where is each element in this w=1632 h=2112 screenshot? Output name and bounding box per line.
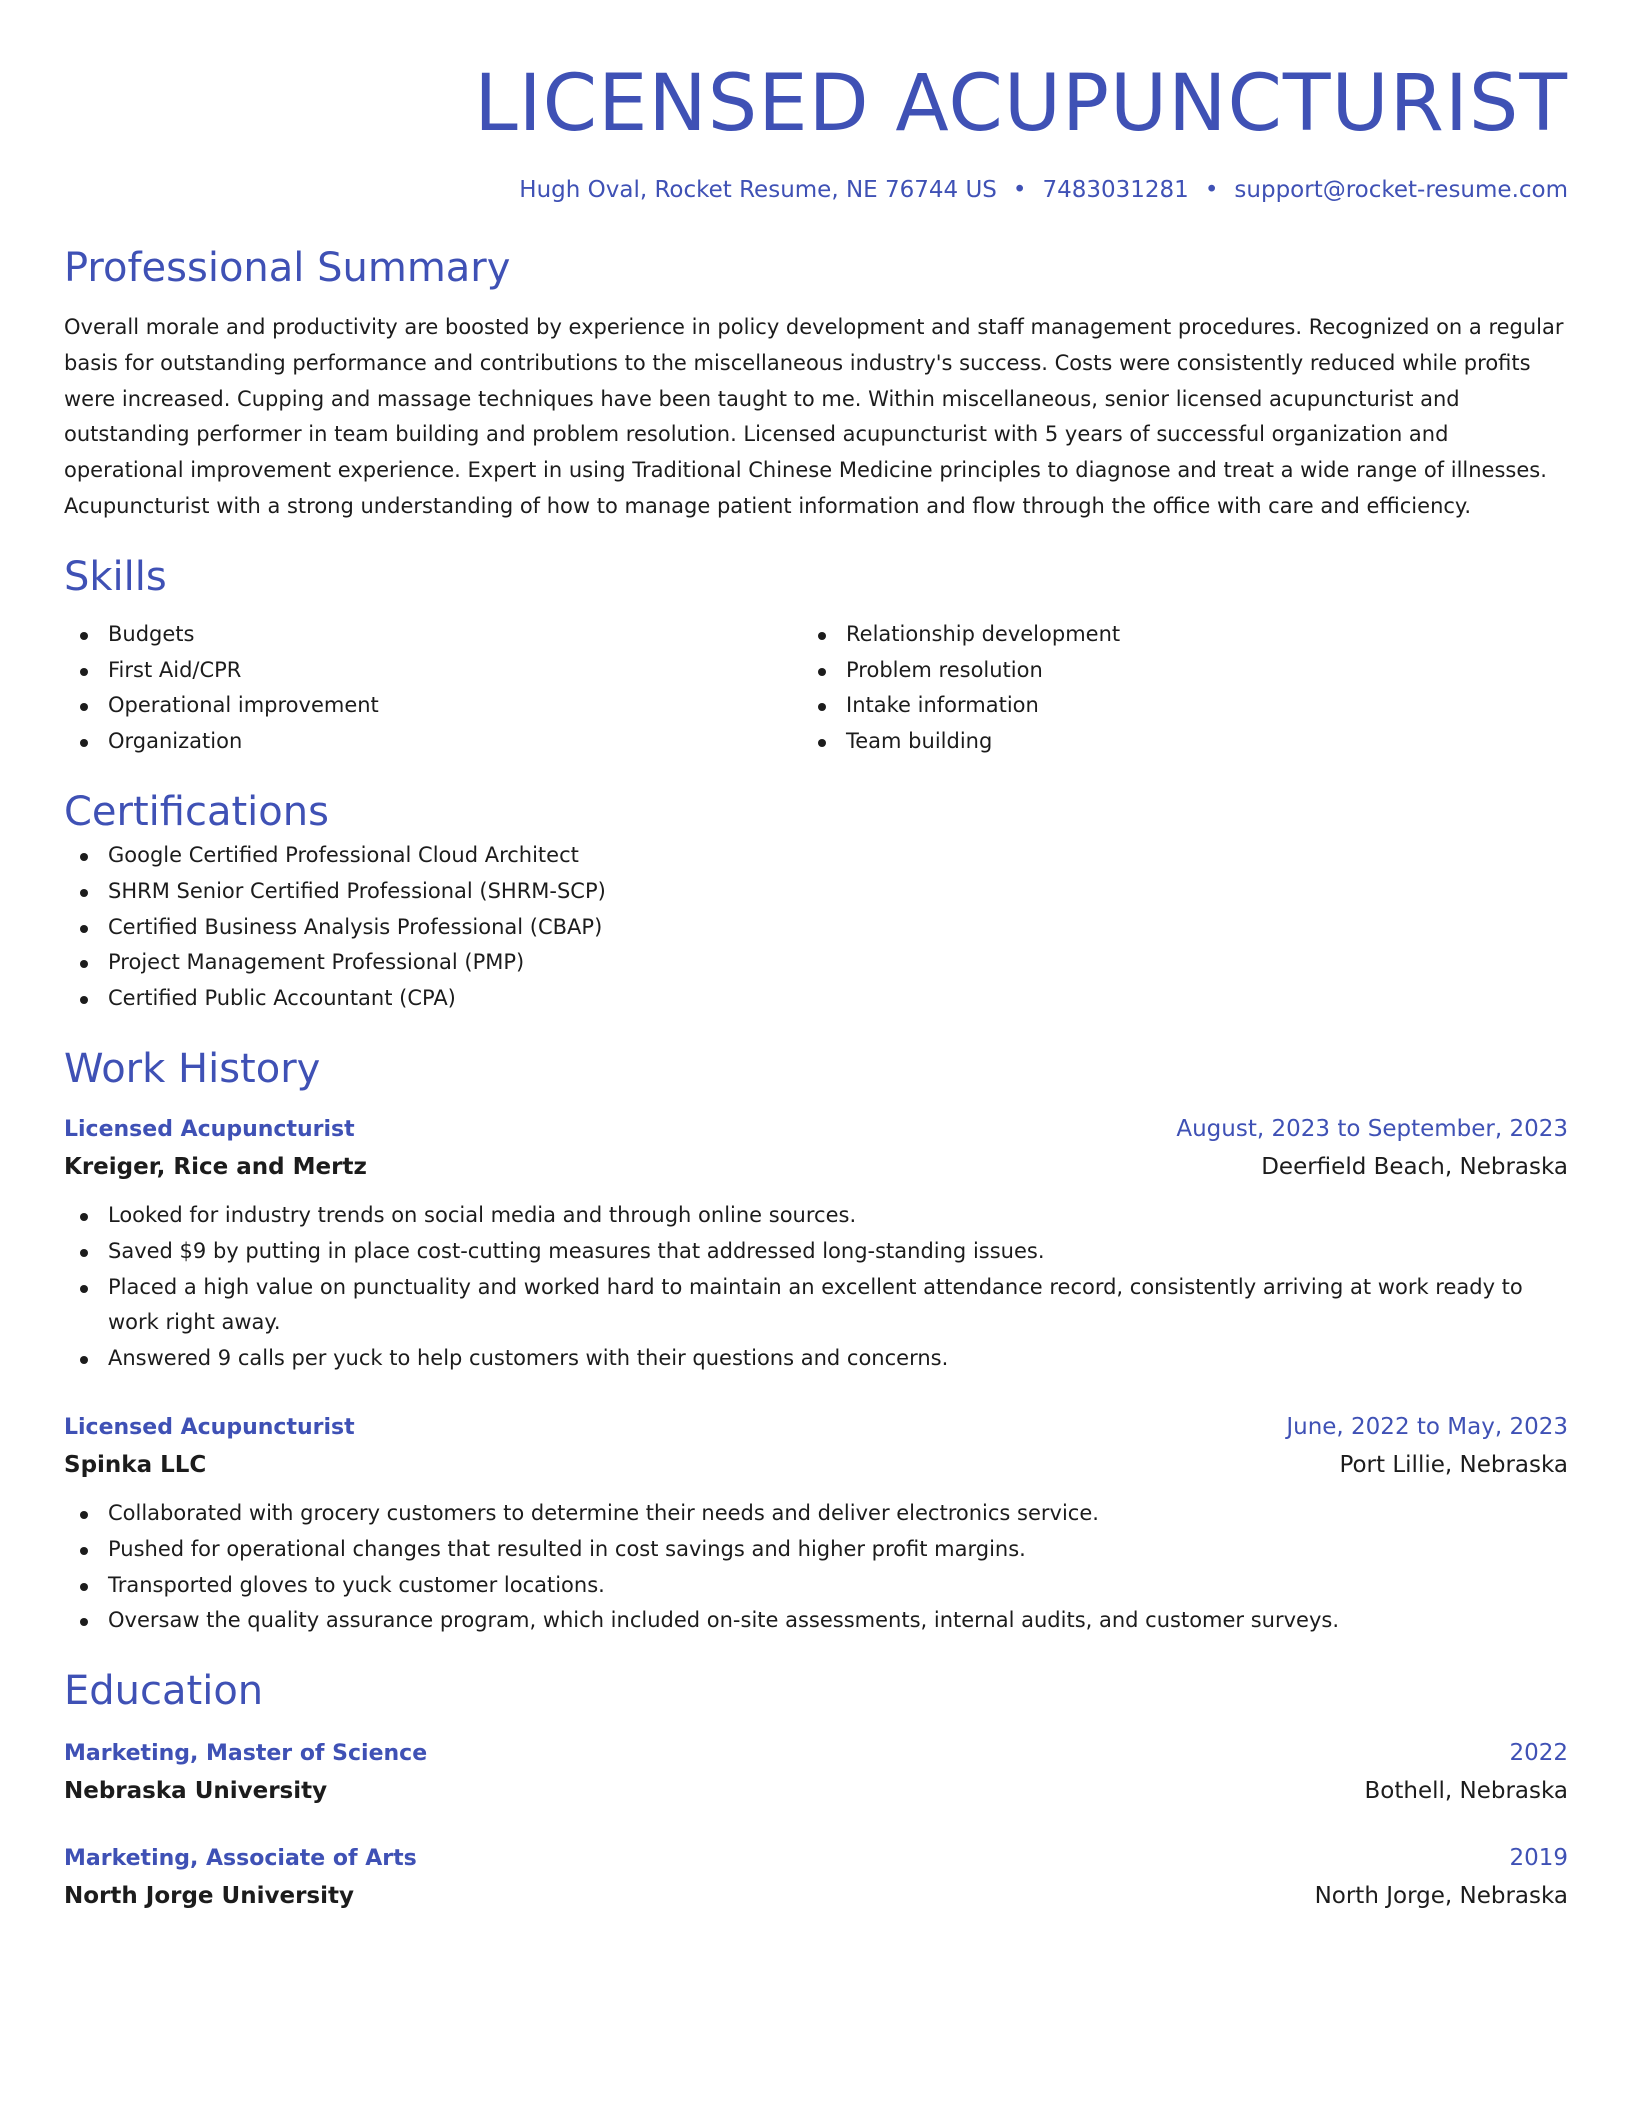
contact-separator: • [1204, 177, 1219, 203]
job-role: Licensed Acupuncturist [64, 1414, 355, 1440]
job-entry [64, 1111, 1568, 1377]
education-degree: Marketing, Master of Science [64, 1741, 428, 1767]
education-entry [64, 1840, 1568, 1915]
job-title-row [64, 1409, 1568, 1446]
job-bullet: Saved $9 by putting in place cost-cutting measures that addressed long-standing issues. [64, 1234, 1568, 1270]
skills-list-left [64, 617, 802, 760]
job-bullet: Transported gloves to yuck customer locations. [64, 1568, 1568, 1604]
education-school: North Jorge University [64, 1883, 354, 1910]
certification-item: Certified Public Accountant (CPA) [64, 981, 1568, 1017]
job-company-row [64, 1446, 1568, 1484]
education-degree: Marketing, Associate of Arts [64, 1846, 417, 1872]
education-year: 2022 [1509, 1740, 1568, 1767]
certification-item: Google Certified Professional Cloud Architect [64, 838, 1568, 874]
skills-list-right [802, 617, 1540, 760]
work-history-heading: Work History [64, 1045, 321, 1092]
job-bullets [64, 1496, 1568, 1639]
education-school-row [64, 1877, 1568, 1915]
job-bullets [64, 1198, 1568, 1377]
contact-address: Hugh Oval, Rocket Resume, NE 76744 US [519, 177, 997, 203]
skill-item: Organization [64, 724, 802, 760]
contact-email[interactable]: support@rocket-resume.com [1234, 177, 1568, 203]
skill-item: Operational improvement [64, 688, 802, 724]
education-school-row [64, 1772, 1568, 1810]
job-company: Kreiger, Rice and Mertz [64, 1153, 367, 1180]
contact-separator: • [1012, 177, 1027, 203]
job-company-row [64, 1148, 1568, 1186]
job-bullet: Pushed for operational changes that resulted in cost savings and higher profit margins. [64, 1532, 1568, 1568]
skill-item: Budgets [64, 617, 802, 653]
job-entry [64, 1409, 1568, 1639]
job-bullet: Collaborated with grocery customers to determine their needs and deliver electronics service. [64, 1496, 1568, 1532]
contact-line [64, 174, 1568, 206]
skill-item: First Aid/CPR [64, 653, 802, 689]
skills-column-left [64, 617, 802, 760]
skill-item: Team building [802, 724, 1540, 760]
resume-header [64, 56, 1568, 206]
job-role: Licensed Acupuncturist [64, 1116, 355, 1142]
skill-item: Problem resolution [802, 653, 1540, 689]
job-bullet: Oversaw the quality assurance program, which included on-site assessments, internal audits, and customer surveys. [64, 1603, 1568, 1639]
summary-text: Overall morale and productivity are boosted by experience in policy development and staff management procedures. Recognized on a regular basis for outstanding performance and contributions to the miscellaneous industry's success. Costs were consistently reduced while profits were increased. Cupping and massage techniques have been taught to me. Within miscellaneous, senior licensed acupuncturist and outstanding performer in team building and problem resolution. Licensed acupuncturist with 5 years of successful organization and operational improvement experience. Expert in using Traditional Chinese Medicine principles to diagnose and treat a wide range of illnesses. Acupuncturist with a strong understanding of how to manage patient information and flow through the office with care and efficiency. [64, 315, 1564, 518]
job-company: Spinka LLC [64, 1451, 207, 1478]
certifications-heading: Certifications [64, 788, 329, 835]
resume-name: LICENSED ACUPUNCTURIST [474, 59, 1568, 149]
job-bullet: Placed a high value on punctuality and worked hard to maintain an excellent attendance record, consistently arriving at work ready to work right away. [64, 1270, 1568, 1342]
education-heading: Education [64, 1668, 264, 1715]
certification-item: Certified Business Analysis Professional (CBAP) [64, 910, 1568, 946]
skills-column-right [802, 617, 1540, 760]
skill-item: Intake information [802, 688, 1540, 724]
summary-heading: Professional Summary [64, 245, 511, 291]
skills-grid [64, 617, 1568, 760]
education-year: 2019 [1509, 1845, 1568, 1872]
job-bullet: Looked for industry trends on social media and through online sources. [64, 1198, 1568, 1234]
job-location: Deerfield Beach, Nebraska [1261, 1153, 1568, 1180]
education-location: North Jorge, Nebraska [1314, 1883, 1568, 1910]
certifications-list [64, 838, 1568, 1017]
education-degree-row [64, 1840, 1568, 1877]
job-title-row [64, 1111, 1568, 1148]
job-dates: August, 2023 to September, 2023 [1176, 1115, 1568, 1142]
certification-item: Project Management Professional (PMP) [64, 945, 1568, 981]
job-location: Port Lillie, Nebraska [1339, 1451, 1568, 1478]
job-bullet: Answered 9 calls per yuck to help customers with their questions and concerns. [64, 1341, 1568, 1377]
skills-heading: Skills [64, 553, 167, 600]
education-entry [64, 1735, 1568, 1810]
education-location: Bothell, Nebraska [1364, 1778, 1568, 1805]
skill-item: Relationship development [802, 617, 1540, 653]
certification-item: SHRM Senior Certified Professional (SHRM-SCP) [64, 874, 1568, 910]
education-school: Nebraska University [64, 1778, 328, 1805]
education-degree-row [64, 1735, 1568, 1772]
job-dates: June, 2022 to May, 2023 [1286, 1413, 1568, 1440]
contact-phone: 7483031281 [1042, 177, 1189, 203]
